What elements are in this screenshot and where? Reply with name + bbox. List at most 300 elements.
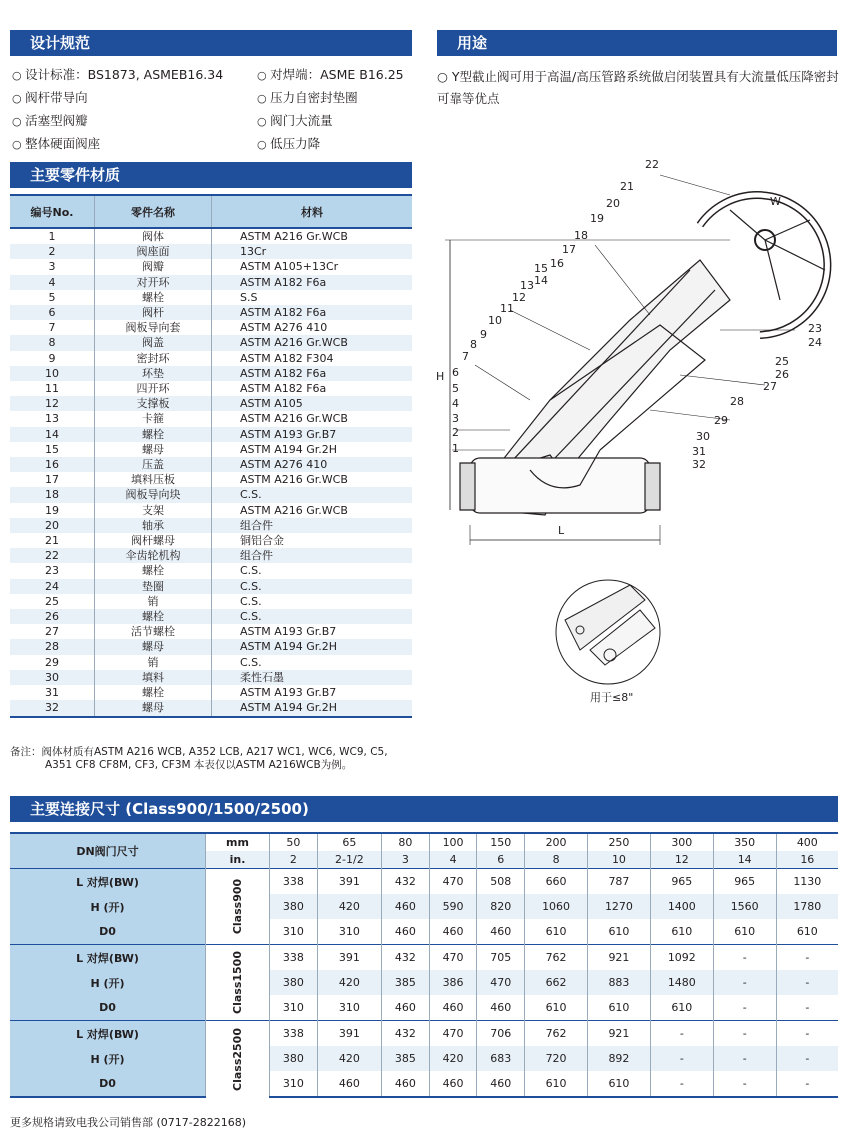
label-5: 5: [452, 382, 459, 395]
size-mm: 150: [477, 833, 525, 851]
part-name: 阀瓣: [95, 259, 212, 274]
table-row: [10, 518, 412, 533]
part-material: C.S.: [212, 609, 413, 624]
size-in: 10: [588, 851, 651, 869]
dim-value: -: [713, 1071, 776, 1097]
part-material: C.S.: [212, 655, 413, 670]
detail-caption: 用于≤8": [590, 691, 634, 704]
part-no: 16: [10, 457, 95, 472]
label-11: 11: [500, 302, 514, 315]
dim-w-label: W: [770, 195, 781, 208]
spec-item: ○ 阀门大流量: [257, 110, 404, 133]
part-name: 环垫: [95, 366, 212, 381]
parts-header: 主要零件材质: [10, 162, 412, 188]
table-row: [10, 259, 412, 274]
table-row: [10, 275, 412, 290]
label-19: 19: [590, 212, 604, 225]
size-in: 16: [776, 851, 838, 869]
size-mm: 100: [429, 833, 477, 851]
table-row: [10, 894, 838, 919]
part-name: 阀板导向块: [95, 487, 212, 502]
size-mm: 200: [525, 833, 588, 851]
size-mm: 300: [650, 833, 713, 851]
dim-value: 762: [525, 1021, 588, 1047]
footer-contact: 更多规格请致电我公司销售部 (0717-2822168): [10, 1116, 247, 1129]
part-name: 销: [95, 594, 212, 609]
part-material: ASTM A182 F6a: [212, 275, 413, 290]
part-material: 柔性石墨: [212, 670, 413, 685]
part-no: 18: [10, 487, 95, 502]
label-9: 9: [480, 328, 487, 341]
part-no: 20: [10, 518, 95, 533]
table-row: [10, 442, 412, 457]
dim-value: 460: [477, 995, 525, 1021]
part-material: ASTM A194 Gr.2H: [212, 639, 413, 654]
dim-value: 610: [525, 1071, 588, 1097]
part-no: 29: [45, 655, 59, 669]
dim-value: 420: [429, 1046, 477, 1071]
dim-value: 420: [317, 970, 381, 995]
table-row: [10, 970, 838, 995]
part-no: 32: [10, 700, 95, 716]
table-row: [10, 411, 412, 426]
size-in: 4: [429, 851, 477, 869]
spec-item: ○ 整体硬面阀座: [12, 133, 223, 156]
valve-drawing: [430, 150, 842, 720]
part-material: ASTM A182 F6a: [212, 366, 413, 381]
class-label: Class2500: [206, 1021, 270, 1098]
parts-table: [10, 194, 412, 718]
col-no: 编号No.: [10, 195, 95, 228]
dim-value: 610: [588, 919, 651, 945]
dim-value: 762: [525, 945, 588, 971]
dim-value: 432: [382, 869, 430, 895]
table-row: [10, 320, 412, 335]
size-in: 8: [525, 851, 588, 869]
dim-value: 508: [477, 869, 525, 895]
table-row: [10, 427, 412, 442]
table-row: [10, 579, 412, 594]
dim-value: 432: [382, 1021, 430, 1047]
dim-row-label: H (开): [10, 1046, 206, 1071]
part-no: 1: [48, 230, 56, 243]
part-name: 阀体: [95, 228, 212, 244]
dim-value: 460: [317, 1071, 381, 1097]
spec-item: ○ 对焊端：ASME B16.25: [257, 64, 404, 87]
size-mm: 250: [588, 833, 651, 851]
label-20: 20: [606, 197, 620, 210]
dim-value: 380: [269, 894, 317, 919]
part-material: C.S.: [212, 563, 413, 578]
part-no: 4: [10, 275, 95, 290]
dim-value: -: [776, 1021, 838, 1047]
dim-value: 1060: [525, 894, 588, 919]
part-name: 螺栓: [95, 427, 212, 442]
dim-value: 420: [317, 1046, 381, 1071]
dim-value: 470: [429, 1021, 477, 1047]
dim-value: 1480: [650, 970, 713, 995]
label-26: 26: [775, 368, 789, 381]
dim-value: 338: [269, 869, 317, 895]
part-name: 阀杆螺母: [95, 533, 212, 548]
label-25: 25: [775, 355, 789, 368]
label-12: 12: [512, 291, 526, 304]
part-material: ASTM A216 Gr.WCB: [212, 503, 413, 518]
part-material: ASTM A194 Gr.2H: [212, 442, 413, 457]
dim-value: 420: [317, 894, 381, 919]
table-row: [10, 487, 412, 502]
dim-value: 460: [429, 919, 477, 945]
class-label: Class900: [206, 869, 270, 945]
dn-label: DN阀门尺寸: [10, 833, 206, 869]
col-material: 材料: [212, 195, 413, 228]
part-name: 压盖: [95, 457, 212, 472]
dim-value: -: [713, 945, 776, 971]
part-material: ASTM A276 410: [212, 457, 413, 472]
part-material: ASTM A194 Gr.2H: [212, 700, 413, 716]
label-6: 6: [452, 366, 459, 379]
dim-value: 660: [525, 869, 588, 895]
label-16: 16: [550, 257, 564, 270]
part-no: 5: [48, 290, 56, 304]
dim-value: -: [776, 995, 838, 1021]
part-name: 活节螺栓: [95, 624, 212, 639]
part-name: 阀杆: [95, 305, 212, 320]
table-row: [10, 351, 412, 366]
size-mm: 65: [317, 833, 381, 851]
mm-label: mm: [206, 833, 270, 851]
dim-value: 720: [525, 1046, 588, 1071]
part-name: 垫圈: [95, 579, 212, 594]
dim-value: 460: [477, 1071, 525, 1097]
table-row: [10, 609, 412, 624]
part-name: 螺栓: [95, 290, 212, 305]
part-no: 11: [45, 382, 59, 396]
dim-value: -: [776, 945, 838, 971]
table-row: [10, 228, 412, 244]
dim-value: 610: [650, 995, 713, 1021]
label-22: 22: [645, 158, 659, 171]
dim-value: 470: [429, 869, 477, 895]
part-name: 阀盖: [95, 335, 212, 350]
dim-value: 706: [477, 1021, 525, 1047]
label-21: 21: [620, 180, 634, 193]
table-row: [10, 472, 412, 487]
part-no: 9: [48, 351, 56, 365]
spec-item: ○ 设计标准：BS1873, ASMEB16.34: [12, 64, 223, 87]
dim-value: 683: [477, 1046, 525, 1071]
part-no: 31: [45, 686, 59, 700]
dim-value: 310: [317, 995, 381, 1021]
part-name: 填料压板: [95, 472, 212, 487]
table-row: [10, 381, 412, 396]
size-mm: 350: [713, 833, 776, 851]
label-24: 24: [808, 336, 822, 349]
dim-value: 460: [382, 919, 430, 945]
part-no: 17: [45, 473, 59, 487]
size-in: 6: [477, 851, 525, 869]
part-name: 螺母: [95, 700, 212, 716]
dim-row-label: D0: [10, 919, 206, 945]
part-name: 密封环: [95, 351, 212, 366]
dim-value: 883: [588, 970, 651, 995]
dim-value: 787: [588, 869, 651, 895]
table-row: [10, 503, 412, 518]
dim-value: 921: [588, 1021, 651, 1047]
part-name: 螺栓: [95, 563, 212, 578]
label-27: 27: [763, 380, 777, 393]
part-name: 螺母: [95, 442, 212, 457]
dim-value: 892: [588, 1046, 651, 1071]
part-no: 22: [10, 548, 95, 563]
label-7: 7: [462, 350, 469, 363]
dim-value: 1560: [713, 894, 776, 919]
part-no: 21: [45, 534, 59, 548]
part-name: 填料: [95, 670, 212, 685]
part-name: 支架: [95, 503, 212, 518]
dim-value: -: [776, 1046, 838, 1071]
dim-value: -: [713, 1021, 776, 1047]
part-name: 支撑板: [95, 396, 212, 411]
dim-value: 965: [650, 869, 713, 895]
table-row: [10, 700, 412, 716]
part-material: ASTM A216 Gr.WCB: [212, 228, 413, 244]
label-13: 13: [520, 279, 534, 292]
part-name: 螺栓: [95, 609, 212, 624]
dim-value: 380: [269, 1046, 317, 1071]
part-no: 30: [10, 670, 95, 685]
dim-value: -: [776, 970, 838, 995]
part-material: 组合件: [212, 518, 413, 533]
dim-value: 432: [382, 945, 430, 971]
table-row: [10, 290, 412, 305]
part-name: 阀座面: [95, 244, 212, 259]
part-material: ASTM A193 Gr.B7: [212, 685, 413, 700]
part-no: 6: [10, 305, 95, 320]
dim-row-label: L 对焊(BW): [10, 945, 206, 971]
part-name: 螺栓: [95, 685, 212, 700]
dim-value: 820: [477, 894, 525, 919]
part-no: 2: [10, 244, 95, 259]
dim-value: 460: [382, 1071, 430, 1097]
dim-value: 470: [477, 970, 525, 995]
spec-item: ○ 低压力降: [257, 133, 404, 156]
table-row: [10, 594, 412, 609]
size-in: 14: [713, 851, 776, 869]
dim-value: 610: [525, 995, 588, 1021]
table-row: [10, 995, 838, 1021]
size-mm: 400: [776, 833, 838, 851]
dim-value: 590: [429, 894, 477, 919]
part-material: C.S.: [212, 579, 413, 594]
table-row: [10, 305, 412, 320]
dim-value: 391: [317, 945, 381, 971]
dim-value: 460: [429, 995, 477, 1021]
col-name: 零件名称: [95, 195, 212, 228]
dim-value: -: [650, 1021, 713, 1047]
dim-value: 380: [269, 970, 317, 995]
dim-value: 310: [269, 995, 317, 1021]
dim-value: 705: [477, 945, 525, 971]
dim-row-label: L 对焊(BW): [10, 869, 206, 895]
spec-item: ○ 压力自密封垫圈: [257, 87, 404, 110]
part-material: ASTM A216 Gr.WCB: [212, 472, 413, 487]
table-row: [10, 548, 412, 563]
size-in: 12: [650, 851, 713, 869]
table-row: [10, 1071, 838, 1097]
label-1: 1: [452, 442, 459, 455]
part-no: 3: [48, 260, 56, 274]
dim-value: -: [650, 1071, 713, 1097]
table-row: [10, 919, 838, 945]
part-material: S.S: [212, 290, 413, 305]
part-no: 19: [45, 503, 59, 517]
label-3: 3: [452, 412, 459, 425]
dim-value: -: [650, 1046, 713, 1071]
dim-value: 460: [382, 995, 430, 1021]
dim-h-label: H: [436, 370, 445, 383]
part-name: 卡箍: [95, 411, 212, 426]
dim-value: 391: [317, 1021, 381, 1047]
label-17: 17: [562, 243, 576, 256]
dim-row-label: H (开): [10, 894, 206, 919]
label-28: 28: [730, 395, 744, 408]
part-material: ASTM A105: [212, 396, 413, 411]
spec-item: ○ 活塞型阀瓣: [12, 110, 223, 133]
label-8: 8: [470, 338, 477, 351]
table-row: [10, 869, 838, 895]
part-name: 阀板导向套: [95, 320, 212, 335]
table-row: [10, 335, 412, 350]
dims-header: 主要连接尺寸 (Class900/1500/2500): [10, 796, 838, 822]
size-in: 2: [269, 851, 317, 869]
dim-value: 1130: [776, 869, 838, 895]
dim-value: 662: [525, 970, 588, 995]
parts-note: 备注：阀体材质有ASTM A216 WCB, A352 LCB, A217 WC1, WC6, WC9, C5, A351 CF8 CF8M, CF3, CF3M 本表仅以ASTM A216WCB为例。: [10, 746, 388, 771]
dim-row-label: L 对焊(BW): [10, 1021, 206, 1047]
table-row: [10, 1021, 838, 1047]
label-29: 29: [714, 414, 728, 427]
dim-value: -: [713, 995, 776, 1021]
class-label: Class1500: [206, 945, 270, 1021]
dim-value: 921: [588, 945, 651, 971]
part-material: ASTM A193 Gr.B7: [212, 624, 413, 639]
dim-value: 610: [650, 919, 713, 945]
table-row: [10, 1046, 838, 1071]
part-material: ASTM A105+13Cr: [212, 259, 413, 274]
design-spec-left: [12, 64, 223, 156]
label-4: 4: [452, 397, 459, 410]
dim-value: -: [713, 1046, 776, 1071]
table-row: [10, 533, 412, 548]
table-row: [10, 945, 838, 971]
dim-value: 610: [588, 1071, 651, 1097]
dim-value: 460: [477, 919, 525, 945]
table-row: [10, 563, 412, 578]
dim-value: 310: [269, 1071, 317, 1097]
dim-row-label: H (开): [10, 970, 206, 995]
dim-row-label: D0: [10, 995, 206, 1021]
label-31: 31: [692, 445, 706, 458]
table-row: [10, 457, 412, 472]
dim-value: 610: [776, 919, 838, 945]
dim-value: 385: [382, 1046, 430, 1071]
table-row: [10, 396, 412, 411]
size-mm: 80: [382, 833, 430, 851]
part-material: ASTM A216 Gr.WCB: [212, 411, 413, 426]
size-mm: 50: [269, 833, 317, 851]
part-material: C.S.: [212, 594, 413, 609]
part-no: 24: [10, 579, 95, 594]
part-material: ASTM A182 F6a: [212, 305, 413, 320]
usage-text: ○ Y型截止阀可用于高温/高压管路系统做启闭装置具有大流量低压降密封可靠等优点: [437, 69, 839, 106]
part-no: 27: [45, 625, 59, 639]
dim-value: 610: [713, 919, 776, 945]
dim-value: -: [713, 970, 776, 995]
dim-value: 386: [429, 970, 477, 995]
dim-value: 470: [429, 945, 477, 971]
dim-value: 1092: [650, 945, 713, 971]
label-10: 10: [488, 314, 502, 327]
table-row: [10, 244, 412, 259]
part-no: 13: [45, 412, 59, 426]
dim-value: 310: [269, 919, 317, 945]
spec-item: ○ 阀杆带导向: [12, 87, 223, 110]
part-no: 15: [45, 442, 59, 456]
part-no: 26: [10, 609, 95, 624]
table-row: [10, 624, 412, 639]
table-row: [10, 366, 412, 381]
part-material: 13Cr: [212, 244, 413, 259]
usage-header: 用途: [437, 30, 837, 56]
dim-value: 310: [317, 919, 381, 945]
part-no: 14: [10, 427, 95, 442]
design-spec-right: [257, 64, 404, 156]
label-14: 14: [534, 274, 548, 287]
part-material: ASTM A182 F6a: [212, 381, 413, 396]
table-row: [10, 655, 412, 670]
dim-value: -: [776, 1071, 838, 1097]
part-name: 四开环: [95, 381, 212, 396]
table-row: [10, 685, 412, 700]
size-in: 3: [382, 851, 430, 869]
part-name: 伞齿轮机构: [95, 548, 212, 563]
part-material: ASTM A216 Gr.WCB: [212, 335, 413, 350]
dim-l-label: L: [558, 524, 565, 537]
dim-value: 460: [429, 1071, 477, 1097]
part-name: 对开环: [95, 275, 212, 290]
dim-value: 610: [588, 995, 651, 1021]
label-32: 32: [692, 458, 706, 471]
dim-value: 965: [713, 869, 776, 895]
dim-value: 1270: [588, 894, 651, 919]
dim-value: 391: [317, 869, 381, 895]
design-spec-header: 设计规范: [10, 30, 412, 56]
dim-value: 385: [382, 970, 430, 995]
dim-value: 1780: [776, 894, 838, 919]
part-name: 螺母: [95, 639, 212, 654]
label-23: 23: [808, 322, 822, 335]
part-material: C.S.: [212, 487, 413, 502]
table-row: [10, 670, 412, 685]
label-15: 15: [534, 262, 548, 275]
label-2: 2: [452, 426, 459, 439]
part-material: 铜铝合金: [212, 533, 413, 548]
part-material: ASTM A276 410: [212, 320, 413, 335]
dim-value: 338: [269, 945, 317, 971]
part-no: 8: [10, 335, 95, 350]
dims-table: [10, 832, 838, 1098]
